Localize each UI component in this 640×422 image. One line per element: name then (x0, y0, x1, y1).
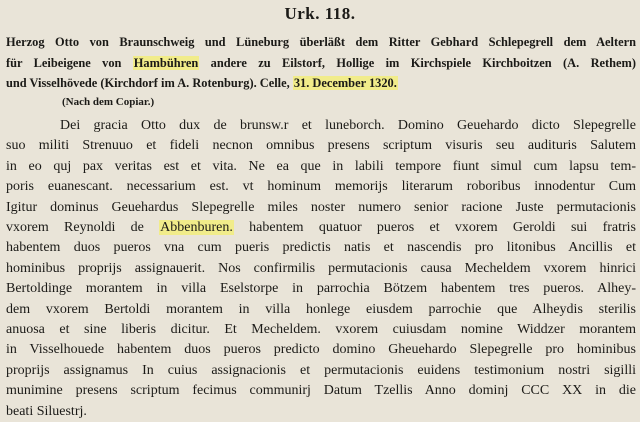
charter-line: anuosa et sine liberis dicitur. Et Mecheldem. vxorem cuiusdam nomine Widdzer morantem (6, 322, 636, 338)
charter-line: Igitur dominus Geuehardus Slepegrelle miles noster numero senior racione Juste permutacionis (6, 199, 636, 215)
charter-line: habentem duos pueros vna cum pueris predictis natis et nascendis pro litonibus Ancillis et (6, 240, 636, 256)
charter-line: Dei gracia Otto dux de brunsw.r et luneborch. Domino Geuehardo dicto Slepegrelle (60, 118, 636, 133)
charter-line: in eo quj pax veritas est et vita. Ne ea que in labili tempore fiunt simul cum lapsu tem- (6, 158, 636, 174)
summary-line (6, 73, 636, 94)
charter-line: suo militi Strenuuo et fideli necnon omnibus presens scriptum visuris seu audituris Salutem (6, 138, 636, 154)
summary-text: andere zu Eilstorf, Hollige im Kirchspiele Kirchboitzen (A. Rethem) (199, 55, 636, 70)
charter-line: proprijs assignamus In cuius assignacionis et permutacionis euidens testimonium nostri sigilli (6, 362, 636, 378)
charter-line: in Visselhouede habentem duos pueros predicto domino Gheuehardo Slepegrelle pro hominibus (6, 342, 636, 358)
highlighted-date: 31. December 1320. (293, 76, 397, 90)
summary-text: für Leibeigene von (6, 55, 133, 70)
charter-line: munimine presens scriptum fecimus communirj Datum Tzellis Anno dominj CCC XX in die (6, 383, 636, 399)
source-note: (Nach dem Copiar.) (62, 96, 155, 108)
summary-text: und Visselhövede (Kirchdorf im A. Rotenburg). Celle, (6, 76, 293, 90)
charter-line: dem vxorem Bertoldi morantem in villa honlege eiusdem parrochie que Alheydis sterilis (6, 301, 636, 317)
charter-line: beati Siluestrj. (6, 403, 87, 419)
summary-line: Herzog Otto von Braunschweig und Lüneburg überläßt dem Ritter Gebhard Schlepegrell dem Aeltern (6, 35, 636, 49)
document-title: Urk. 118. (284, 4, 356, 23)
highlighted-place-name: Abbenburen. (160, 220, 233, 236)
charter-text (6, 116, 636, 422)
charter-line: Bertoldinge morantem in villa Eselstorpe in parrochia Bötzem habentem tres pueros. Alhey- (6, 281, 636, 297)
charter-text-span: habentem quatuor pueros et vxorem Geroldi sui fratris (233, 220, 636, 236)
charter-text-span: vxorem Reynoldi de (6, 220, 160, 236)
highlighted-place-name: Hambühren (133, 55, 199, 70)
summary-line (6, 53, 636, 74)
document-summary (6, 32, 636, 94)
charter-line: hominibus proprijs assignauerit. Nos confirmilis permutacionis causa Mecheldem vxorem hinrici (6, 260, 636, 276)
charter-line (6, 218, 636, 238)
charter-line: poris euanescant. necessarium est. vt hominum memorijs literarum roboribus innodentur Cum (6, 179, 636, 195)
